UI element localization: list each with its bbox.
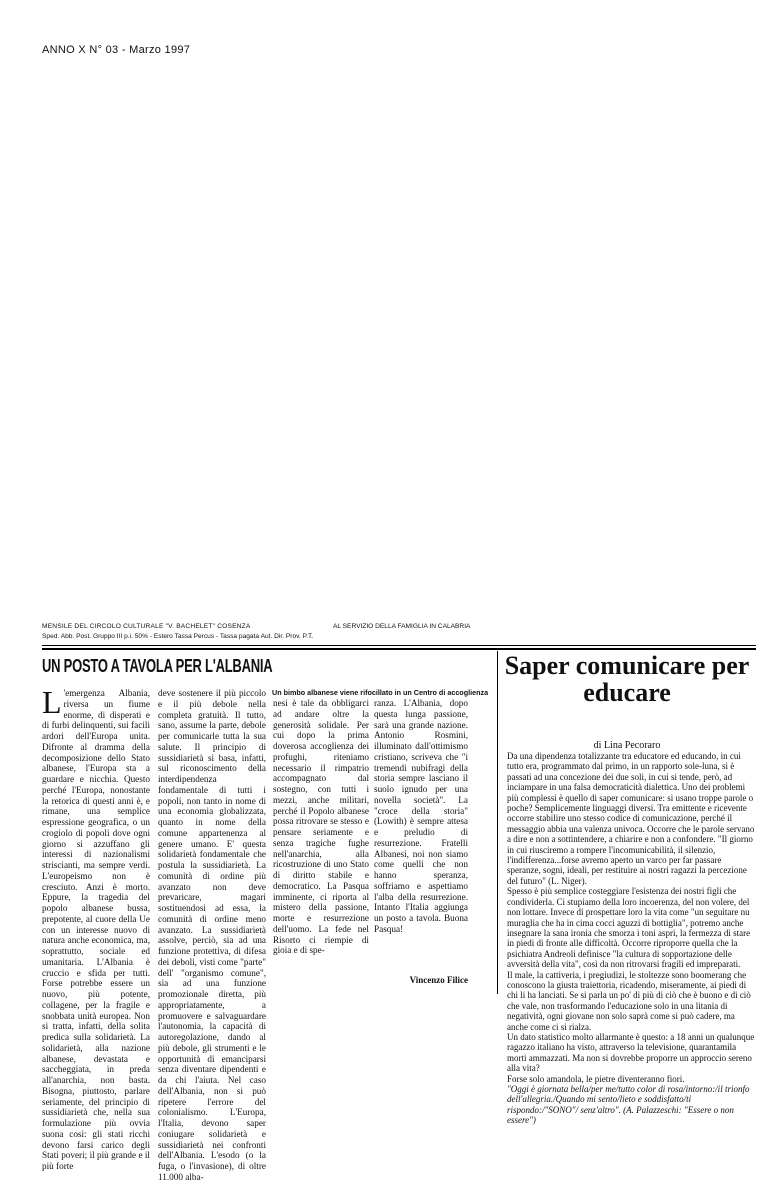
postal-line: Sped. Abb. Post. Gruppo III p.i. 50% - Estero Tassa Percus - Tassa pagata Aut. Dir. Prov. P.T. — [42, 633, 314, 640]
editorial-paragraph: Forse solo amandola, le pietre diventeranno fiori. — [507, 1073, 685, 1084]
photo-caption: Un bimbo albanese viene rifocillato in un Centro di accoglienza — [272, 688, 489, 697]
article-column-4: ranza. L'Albania, dopo questa lunga passione, sarà una grande nazione. Antonio Rosmini, illuminato dall'ottimismo cristiano, scriveva che "i tremendi nubifragi della storia sempre lasciano il suolo ignudo per una novella società". La "croce della storia" (Lowith) è sempre attesa e preludio di resurrezione. Fratelli Albanesi, noi non siamo come quelli che non hanno speranza, soffriamo e aspettiamo l'alba della resurrezione. Intanto l'Italia aggiunga un posto a tavola. Buona Pasqua! — [374, 698, 468, 934]
masthead-tagline: AL SERVIZIO DELLA FAMIGLIA IN CALABRIA — [333, 623, 471, 630]
article-column-1 — [42, 684, 150, 1172]
article-signature: Vincenzo Filice — [409, 975, 468, 985]
column-1-text: 'emergenza Albania, riversa un fiume enorme, di disperati e di furbi delinquenti, sui facili ardori dell'Europa unita. Difronte al dramma della decomposizione dello Stato albanese, l'Europa sta a guardare e nicchia. Questo perché l'Europa, nonostante la retorica di questi anni è, e rimane, una semplice espressione geografica, o un crogiolo di popoli dove ogni giorno si azzuffano gli interessi di nazionalismi striscianti, ma sempre verdi. L'europeismo non è cresciuto. Anzi è morto. Eppure, la tragedia del popolo albanese bussa, prepotente, al cuore della Ue con un interesse nuovo di natura anche economica, ma, soprattutto, sociale ed umanitaria. L'Albania è cruccio e sfida per tutti. Forse potrebbe essere un nuovo, più potente, collagene, per la fragile e snobbata unità europea. Non si tratta, infatti, della solita predica sulla solidarietà. La solidarietà, alla nazione albanese, devastata e saccheggiata, in preda all'anarchia, non basta. Bisogna, piuttosto, parlare seriamente, del principio di sussidiarietà che, nella sua formulazione più ovvia suona così: gli stati ricchi devono farsi carico degli Stati poveri; il più grande e il più forte — [42, 688, 150, 1171]
editorial-body — [507, 751, 756, 1126]
masthead-publisher: MENSILE DEL CIRCOLO CULTURALE "V. BACHELET" COSENZA — [42, 623, 251, 630]
article-column-2: deve sostenere il più piccolo e il più debole nella completa gratuità. Il tutto, sano, assume la parte, debole per comunicarle tutta la sua salute. Il principio di sussidiarietà si basa, infatti, sul riconoscimento della interdipendenza fondamentale di tutti i popoli, non tanto in nome di una economia globalizzata, quanto in nome della comune appartenenza al genere umano. E' questa solidarietà fondamentale che postula la sussidiarietà. La comunità di ordine più avanzato non deve prevaricare, magari sostituendosi ad essa, la comunità di ordine meno avanzato. La sussidiarietà assolve, perciò, sia ad una funzione protettiva, di difesa dei deboli, visti come "parte" dell' "organismo comune", sia ad una funzione promozionale diretta, più appropriatamente, a promuovere e salvaguardare l'autonomia, la capacità di autoregolazione, dando al più debole, gli strumenti e le opportunità di emanciparsi senza diventare dipendenti e da chi l'aiuta. Nel caso dell'Albania, non si può ripetere l'errore del colonialismo. L'Europa, l'Italia, devono saper coniugare solidarietà e sussidiarietà nei confronti dell'Albania. L'esodo (o la fuga, o l'invasione), di oltre 11.000 alba- — [158, 688, 266, 1182]
issue-line: ANNO X N° 03 - Marzo 1997 — [42, 44, 191, 56]
editorial-paragraph: Un dato statistico molto allarmante è questo: a 18 anni un qualunque ragazzo italiano ha visto, attraverso la televisione, quarantamila morti ammazzati. Ma non si dovrebbe proporre un approccio sereno alla vita? — [507, 1031, 755, 1074]
editorial-paragraph: Da una dipendenza totalizzante tra educatore ed educando, in cui tutto era, programmato dal primo, in un rapporto sole-luna, si è passati ad una concezione dei due soli, in cui si tende, però, ad inciampare in una falsa democraticità dialettica. Uno dei problemi più complessi è quello di saper comunicare: si usano troppe parole o poche? Semplicemente linguaggi diversi. Tra emittente e ricevente occorre stabilire uno stesso codice di comunicazione, perché il messaggio abbia una valenza univoca. Occorre che le parole servano a dire e non a sottintendere, a chiarire e non a confondere. "Il giorno in cui riusciremo a rompere l'incomunicabilità, il silenzio, l'indifferenza...forse avremo aperto un varco per far passare speranze, sogni, ideali, per restituire ai nostri ragazzi la percezione del futuro" (L. Niger). — [507, 751, 755, 886]
editorial-paragraph: Il male, la cattiveria, i pregiudizi, le stoltezze sono boomerang che conoscono la giusta traiettoria, ricadendo, miseramente, ai piedi di chi li ha lanciati. Se si parla un po' di più di ciò che è buono e di ciò che vale, non trasformando l'educazione solo in una litania di negatività, ogni giovane non solo saprà come si può cadere, ma anche come ci si rialza. — [507, 969, 751, 1032]
editorial-title: Saper comunicare per educare — [504, 651, 750, 707]
masthead-rule — [42, 645, 756, 646]
editorial-paragraph: Spesso è più semplice costeggiare l'esistenza dei nostri figli che condividerla. Ci stupiamo della loro incoerenza, del non volere, del non lottare. Invece di prospettare loro la vita come "un seguitare nu muraglia che ha in cima cocci aguzzi di bottiglia", potremo anche insegnare la sana ironia che smorza i toni aspri, la fermezza di stare in piedi di fronte alle difficoltà. Occorre riproporre quella che la psichiatra Andreoli definisce "la cultura di sopportazione delle avversità della vita", così da non ritrovarsi fragili ed impreparati. — [507, 886, 751, 970]
editorial-author: di Lina Pecoraro — [593, 740, 661, 751]
article-column-3: nesi è tale da obbligarci ad andare oltre la generosità solidale. Per cui dopo la prima doverosa accoglienza dei profughi, riteniamo necessario il rimpatrio accompagnato dal sostegno, con tutti i mezzi, anche militari, perché il Popolo albanese possa ritrovare se stesso e pensare seriamente e senza tragiche fughe nell'anarchia, alla ricostruzione di uno Stato di diritto stabile e democratico. La Pasqua imminente, ci riporta al mistero della passione, morte e resurrezione dell'uomo. La fede nel Risorto ci riempie di gioia e di spe- — [273, 698, 369, 956]
drop-cap: L — [42, 684, 62, 720]
editorial-poem: "Oggi è giornata bella/per me/tutto color di rosa/intorno:/il trionfo dell'allegria./Quando mi sento/lieto e soddisfatto/ti rispondo:/"SONO"/ senz'altro". (A. Palazzeschi: "Essere o non essere") — [507, 1084, 750, 1126]
main-headline: UN POSTO A TAVOLA PER L'ALBANIA — [42, 656, 273, 676]
masthead-rule-thick — [42, 648, 756, 650]
bottom-spacer — [42, 1000, 43, 1001]
